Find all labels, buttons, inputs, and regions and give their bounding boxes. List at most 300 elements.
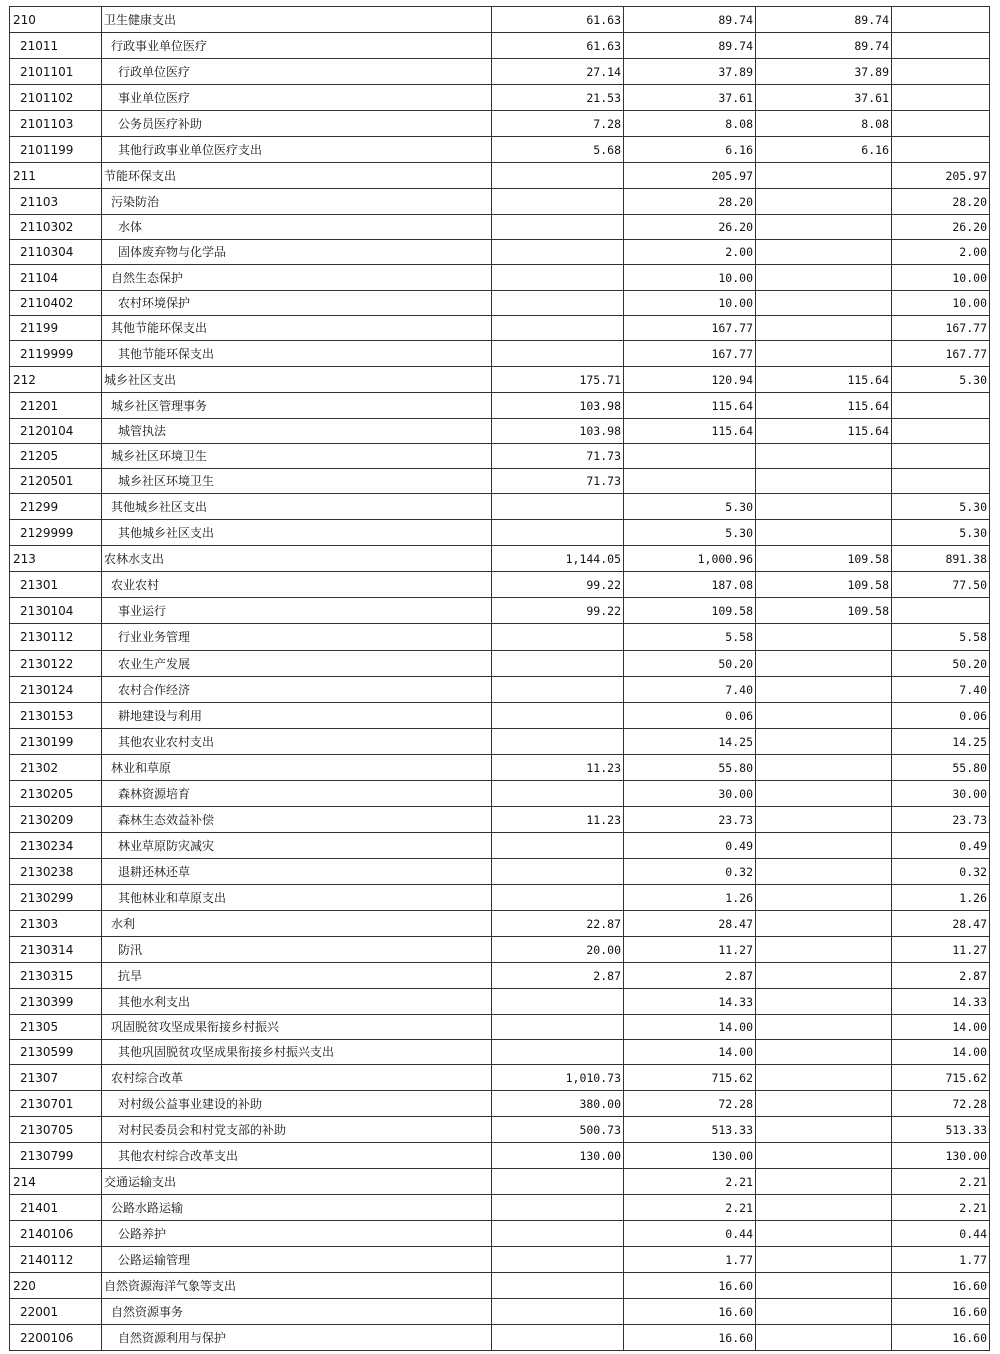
row-col3-cell: 6.16 — [756, 137, 892, 163]
table-row — [10, 1065, 990, 1091]
row-total-cell — [492, 1195, 624, 1221]
row-col2-cell: 513.33 — [624, 1117, 756, 1143]
row-col4-cell: 16.60 — [892, 1325, 990, 1351]
row-name-cell: 林业和草原 — [102, 755, 492, 781]
row-code-cell: 2130314 — [10, 937, 102, 963]
row-col2-cell: 1,000.96 — [624, 546, 756, 572]
row-col4-cell: 14.00 — [892, 1040, 990, 1065]
row-code-cell: 2130112 — [10, 624, 102, 651]
row-col2-cell — [624, 444, 756, 469]
row-code-cell: 2110402 — [10, 291, 102, 316]
row-total-cell — [492, 163, 624, 189]
row-col4-cell: 5.58 — [892, 624, 990, 651]
row-col3-cell — [756, 291, 892, 316]
table-row — [10, 85, 990, 111]
table-row — [10, 444, 990, 469]
row-total-cell: 103.98 — [492, 419, 624, 444]
row-name-cell: 农村合作经济 — [102, 677, 492, 703]
row-code-cell: 2130799 — [10, 1143, 102, 1169]
table-row — [10, 393, 990, 419]
table-row — [10, 316, 990, 341]
row-name-cell: 公路水路运输 — [102, 1195, 492, 1221]
row-col3-cell — [756, 833, 892, 859]
table-row — [10, 781, 990, 807]
row-code-cell: 21011 — [10, 33, 102, 59]
row-col2-cell: 2.21 — [624, 1169, 756, 1195]
row-col3-cell — [756, 469, 892, 494]
row-name-cell: 其他农村综合改革支出 — [102, 1143, 492, 1169]
row-col2-cell: 30.00 — [624, 781, 756, 807]
row-code-cell: 214 — [10, 1169, 102, 1195]
row-name-cell: 自然资源利用与保护 — [102, 1325, 492, 1351]
table-row — [10, 911, 990, 937]
row-code-cell: 21299 — [10, 494, 102, 520]
row-code-cell: 2130701 — [10, 1091, 102, 1117]
row-col3-cell — [756, 624, 892, 651]
table-row — [10, 677, 990, 703]
row-code-cell: 21307 — [10, 1065, 102, 1091]
row-code-cell: 2130705 — [10, 1117, 102, 1143]
row-name-cell: 农村环境保护 — [102, 291, 492, 316]
row-col4-cell: 55.80 — [892, 755, 990, 781]
row-col3-cell — [756, 215, 892, 240]
row-total-cell: 21.53 — [492, 85, 624, 111]
row-col4-cell — [892, 33, 990, 59]
row-total-cell — [492, 215, 624, 240]
row-code-cell: 2140106 — [10, 1221, 102, 1247]
row-col3-cell: 115.64 — [756, 367, 892, 393]
row-col3-cell — [756, 1273, 892, 1299]
row-total-cell — [492, 1221, 624, 1247]
row-code-cell: 2120501 — [10, 469, 102, 494]
row-total-cell — [492, 677, 624, 703]
row-total-cell — [492, 859, 624, 885]
table-row — [10, 137, 990, 163]
row-col4-cell: 0.32 — [892, 859, 990, 885]
table-row — [10, 7, 990, 33]
row-col2-cell: 0.32 — [624, 859, 756, 885]
row-total-cell: 5.68 — [492, 137, 624, 163]
row-col3-cell — [756, 265, 892, 291]
table-row — [10, 1091, 990, 1117]
row-col3-cell — [756, 963, 892, 989]
row-code-cell: 2130238 — [10, 859, 102, 885]
table-row — [10, 419, 990, 444]
row-total-cell — [492, 1040, 624, 1065]
row-col2-cell: 130.00 — [624, 1143, 756, 1169]
table-row — [10, 1040, 990, 1065]
row-col2-cell: 0.06 — [624, 703, 756, 729]
row-col4-cell: 14.00 — [892, 1015, 990, 1040]
row-code-cell: 212 — [10, 367, 102, 393]
row-col4-cell: 715.62 — [892, 1065, 990, 1091]
row-col3-cell: 89.74 — [756, 7, 892, 33]
row-total-cell — [492, 833, 624, 859]
row-col2-cell: 37.61 — [624, 85, 756, 111]
row-total-cell: 2.87 — [492, 963, 624, 989]
row-name-cell: 其他节能环保支出 — [102, 341, 492, 367]
row-col3-cell: 115.64 — [756, 419, 892, 444]
row-code-cell: 220 — [10, 1273, 102, 1299]
row-code-cell: 2101102 — [10, 85, 102, 111]
row-total-cell — [492, 1015, 624, 1040]
row-col4-cell: 5.30 — [892, 494, 990, 520]
row-code-cell: 2130599 — [10, 1040, 102, 1065]
row-name-cell: 污染防治 — [102, 189, 492, 215]
row-col3-cell — [756, 651, 892, 677]
row-code-cell: 2119999 — [10, 341, 102, 367]
row-col3-cell: 37.61 — [756, 85, 892, 111]
row-col4-cell: 1.77 — [892, 1247, 990, 1273]
row-code-cell: 2140112 — [10, 1247, 102, 1273]
table-row — [10, 1015, 990, 1040]
row-col2-cell: 14.00 — [624, 1040, 756, 1065]
row-total-cell — [492, 1247, 624, 1273]
row-name-cell: 农林水支出 — [102, 546, 492, 572]
row-total-cell: 1,010.73 — [492, 1065, 624, 1091]
table-row — [10, 520, 990, 546]
row-name-cell: 其他水利支出 — [102, 989, 492, 1015]
row-col4-cell: 2.21 — [892, 1169, 990, 1195]
row-col3-cell — [756, 240, 892, 265]
table-row — [10, 189, 990, 215]
row-total-cell — [492, 885, 624, 911]
row-code-cell: 21104 — [10, 265, 102, 291]
table-row — [10, 1143, 990, 1169]
table-row — [10, 163, 990, 189]
row-col4-cell — [892, 598, 990, 624]
row-total-cell — [492, 781, 624, 807]
row-col2-cell: 16.60 — [624, 1273, 756, 1299]
row-name-cell: 退耕还林还草 — [102, 859, 492, 885]
row-col2-cell: 5.58 — [624, 624, 756, 651]
row-col3-cell — [756, 1221, 892, 1247]
row-col4-cell: 130.00 — [892, 1143, 990, 1169]
row-total-cell: 500.73 — [492, 1117, 624, 1143]
row-total-cell: 103.98 — [492, 393, 624, 419]
row-code-cell: 2120104 — [10, 419, 102, 444]
table-row — [10, 1299, 990, 1325]
budget-table-body — [10, 7, 990, 1351]
row-code-cell: 21205 — [10, 444, 102, 469]
row-name-cell: 城管执法 — [102, 419, 492, 444]
row-col2-cell — [624, 469, 756, 494]
row-total-cell — [492, 1325, 624, 1351]
row-name-cell: 林业草原防灾减灾 — [102, 833, 492, 859]
row-col4-cell: 2.87 — [892, 963, 990, 989]
table-row — [10, 33, 990, 59]
table-row — [10, 59, 990, 85]
row-col4-cell: 2.00 — [892, 240, 990, 265]
row-col2-cell: 28.20 — [624, 189, 756, 215]
row-name-cell: 行政事业单位医疗 — [102, 33, 492, 59]
row-name-cell: 固体废弃物与化学品 — [102, 240, 492, 265]
row-name-cell: 公路运输管理 — [102, 1247, 492, 1273]
row-col3-cell — [756, 807, 892, 833]
row-name-cell: 公路养护 — [102, 1221, 492, 1247]
budget-table — [9, 6, 990, 1351]
row-col2-cell: 16.60 — [624, 1325, 756, 1351]
row-col4-cell: 5.30 — [892, 520, 990, 546]
row-col3-cell — [756, 1091, 892, 1117]
row-col4-cell: 167.77 — [892, 316, 990, 341]
row-code-cell: 2130199 — [10, 729, 102, 755]
table-row — [10, 729, 990, 755]
table-row — [10, 703, 990, 729]
row-name-cell: 其他城乡社区支出 — [102, 494, 492, 520]
row-name-cell: 公务员医疗补助 — [102, 111, 492, 137]
row-col3-cell — [756, 1040, 892, 1065]
row-name-cell: 防汛 — [102, 937, 492, 963]
row-col2-cell: 23.73 — [624, 807, 756, 833]
row-col4-cell — [892, 59, 990, 85]
row-col2-cell: 10.00 — [624, 265, 756, 291]
row-col2-cell: 167.77 — [624, 341, 756, 367]
row-code-cell: 2130124 — [10, 677, 102, 703]
row-name-cell: 森林生态效益补偿 — [102, 807, 492, 833]
row-code-cell: 2200106 — [10, 1325, 102, 1351]
row-col3-cell — [756, 703, 892, 729]
row-col4-cell — [892, 419, 990, 444]
row-col3-cell — [756, 885, 892, 911]
row-code-cell: 2130209 — [10, 807, 102, 833]
row-total-cell: 61.63 — [492, 33, 624, 59]
row-col3-cell — [756, 1195, 892, 1221]
row-col4-cell — [892, 469, 990, 494]
row-col3-cell — [756, 1299, 892, 1325]
table-row — [10, 833, 990, 859]
row-name-cell: 其他行政事业单位医疗支出 — [102, 137, 492, 163]
row-col2-cell: 14.00 — [624, 1015, 756, 1040]
table-row — [10, 572, 990, 598]
row-col2-cell: 1.26 — [624, 885, 756, 911]
row-total-cell — [492, 316, 624, 341]
row-col2-cell: 120.94 — [624, 367, 756, 393]
row-total-cell: 99.22 — [492, 572, 624, 598]
table-row — [10, 885, 990, 911]
row-col4-cell: 14.33 — [892, 989, 990, 1015]
row-col3-cell — [756, 1169, 892, 1195]
table-row — [10, 469, 990, 494]
row-code-cell: 2110304 — [10, 240, 102, 265]
row-total-cell — [492, 291, 624, 316]
row-col3-cell — [756, 729, 892, 755]
row-total-cell: 11.23 — [492, 755, 624, 781]
row-code-cell: 211 — [10, 163, 102, 189]
row-name-cell: 自然资源海洋气象等支出 — [102, 1273, 492, 1299]
row-name-cell: 耕地建设与利用 — [102, 703, 492, 729]
row-name-cell: 抗旱 — [102, 963, 492, 989]
table-row — [10, 624, 990, 651]
row-code-cell: 21199 — [10, 316, 102, 341]
table-row — [10, 1273, 990, 1299]
table-row — [10, 291, 990, 316]
table-row — [10, 1195, 990, 1221]
row-total-cell — [492, 1169, 624, 1195]
row-col2-cell: 10.00 — [624, 291, 756, 316]
table-row — [10, 1325, 990, 1351]
row-col3-cell: 89.74 — [756, 33, 892, 59]
row-col3-cell — [756, 859, 892, 885]
row-col3-cell — [756, 1247, 892, 1273]
row-name-cell: 其他农业农村支出 — [102, 729, 492, 755]
row-code-cell: 21302 — [10, 755, 102, 781]
row-code-cell: 2110302 — [10, 215, 102, 240]
row-code-cell: 21305 — [10, 1015, 102, 1040]
row-col3-cell: 115.64 — [756, 393, 892, 419]
row-col2-cell: 2.21 — [624, 1195, 756, 1221]
row-name-cell: 农村综合改革 — [102, 1065, 492, 1091]
table-row — [10, 755, 990, 781]
row-total-cell: 99.22 — [492, 598, 624, 624]
row-code-cell: 213 — [10, 546, 102, 572]
row-name-cell: 交通运输支出 — [102, 1169, 492, 1195]
row-col4-cell: 50.20 — [892, 651, 990, 677]
table-row — [10, 215, 990, 240]
row-col2-cell: 6.16 — [624, 137, 756, 163]
row-total-cell — [492, 520, 624, 546]
row-name-cell: 自然资源事务 — [102, 1299, 492, 1325]
row-col4-cell — [892, 393, 990, 419]
row-total-cell — [492, 703, 624, 729]
row-col2-cell: 0.49 — [624, 833, 756, 859]
row-col3-cell — [756, 1015, 892, 1040]
row-code-cell: 21301 — [10, 572, 102, 598]
row-code-cell: 2101101 — [10, 59, 102, 85]
row-total-cell — [492, 494, 624, 520]
row-col4-cell: 16.60 — [892, 1273, 990, 1299]
row-total-cell: 1,144.05 — [492, 546, 624, 572]
table-row — [10, 1117, 990, 1143]
row-col4-cell: 1.26 — [892, 885, 990, 911]
row-code-cell: 2130205 — [10, 781, 102, 807]
row-total-cell: 175.71 — [492, 367, 624, 393]
row-total-cell: 27.14 — [492, 59, 624, 85]
row-col2-cell: 11.27 — [624, 937, 756, 963]
row-col3-cell — [756, 520, 892, 546]
row-col4-cell: 0.06 — [892, 703, 990, 729]
row-col2-cell: 14.25 — [624, 729, 756, 755]
row-col2-cell: 26.20 — [624, 215, 756, 240]
table-row — [10, 937, 990, 963]
table-row — [10, 1247, 990, 1273]
row-name-cell: 事业单位医疗 — [102, 85, 492, 111]
row-col2-cell: 16.60 — [624, 1299, 756, 1325]
row-name-cell: 其他节能环保支出 — [102, 316, 492, 341]
row-col3-cell — [756, 316, 892, 341]
row-name-cell: 节能环保支出 — [102, 163, 492, 189]
row-col2-cell: 715.62 — [624, 1065, 756, 1091]
table-row — [10, 341, 990, 367]
row-col3-cell — [756, 444, 892, 469]
row-col2-cell: 72.28 — [624, 1091, 756, 1117]
table-row — [10, 651, 990, 677]
row-total-cell: 61.63 — [492, 7, 624, 33]
table-row — [10, 859, 990, 885]
row-col2-cell: 5.30 — [624, 494, 756, 520]
row-col3-cell — [756, 989, 892, 1015]
row-col2-cell: 89.74 — [624, 7, 756, 33]
row-col2-cell: 37.89 — [624, 59, 756, 85]
row-code-cell: 2130399 — [10, 989, 102, 1015]
row-name-cell: 巩固脱贫攻坚成果衔接乡村振兴 — [102, 1015, 492, 1040]
row-col3-cell: 8.08 — [756, 111, 892, 137]
row-col2-cell: 8.08 — [624, 111, 756, 137]
row-col3-cell — [756, 1143, 892, 1169]
row-total-cell — [492, 341, 624, 367]
row-code-cell: 2130234 — [10, 833, 102, 859]
table-row — [10, 807, 990, 833]
row-code-cell: 2101103 — [10, 111, 102, 137]
row-total-cell — [492, 729, 624, 755]
row-col2-cell: 28.47 — [624, 911, 756, 937]
row-col4-cell: 205.97 — [892, 163, 990, 189]
row-col4-cell: 513.33 — [892, 1117, 990, 1143]
row-col2-cell: 14.33 — [624, 989, 756, 1015]
table-row — [10, 989, 990, 1015]
table-row — [10, 1221, 990, 1247]
row-col2-cell: 205.97 — [624, 163, 756, 189]
row-col4-cell: 0.49 — [892, 833, 990, 859]
row-col2-cell: 167.77 — [624, 316, 756, 341]
row-code-cell: 21401 — [10, 1195, 102, 1221]
row-name-cell: 农业生产发展 — [102, 651, 492, 677]
row-total-cell: 71.73 — [492, 444, 624, 469]
table-row — [10, 598, 990, 624]
row-total-cell — [492, 1273, 624, 1299]
row-name-cell: 对村民委员会和村党支部的补助 — [102, 1117, 492, 1143]
row-name-cell: 水利 — [102, 911, 492, 937]
row-col3-cell — [756, 937, 892, 963]
row-col3-cell — [756, 1117, 892, 1143]
row-col2-cell: 115.64 — [624, 393, 756, 419]
row-name-cell: 卫生健康支出 — [102, 7, 492, 33]
row-name-cell: 行政单位医疗 — [102, 59, 492, 85]
row-col4-cell — [892, 137, 990, 163]
row-total-cell: 130.00 — [492, 1143, 624, 1169]
row-code-cell: 2130104 — [10, 598, 102, 624]
row-col2-cell: 55.80 — [624, 755, 756, 781]
row-code-cell: 2130315 — [10, 963, 102, 989]
row-col3-cell: 109.58 — [756, 598, 892, 624]
row-name-cell: 自然生态保护 — [102, 265, 492, 291]
table-row — [10, 265, 990, 291]
row-col3-cell: 109.58 — [756, 572, 892, 598]
row-total-cell: 11.23 — [492, 807, 624, 833]
row-col4-cell: 77.50 — [892, 572, 990, 598]
row-col4-cell: 5.30 — [892, 367, 990, 393]
row-col2-cell: 89.74 — [624, 33, 756, 59]
row-name-cell: 水体 — [102, 215, 492, 240]
row-col2-cell: 50.20 — [624, 651, 756, 677]
row-col4-cell: 26.20 — [892, 215, 990, 240]
row-col2-cell: 2.87 — [624, 963, 756, 989]
row-col4-cell — [892, 444, 990, 469]
row-code-cell: 210 — [10, 7, 102, 33]
row-total-cell — [492, 189, 624, 215]
row-total-cell — [492, 265, 624, 291]
row-col3-cell — [756, 494, 892, 520]
row-col2-cell: 1.77 — [624, 1247, 756, 1273]
row-col3-cell — [756, 1065, 892, 1091]
table-row — [10, 240, 990, 265]
row-total-cell: 7.28 — [492, 111, 624, 137]
row-name-cell: 城乡社区支出 — [102, 367, 492, 393]
row-code-cell: 2130122 — [10, 651, 102, 677]
row-col2-cell: 115.64 — [624, 419, 756, 444]
row-col4-cell: 10.00 — [892, 291, 990, 316]
row-col2-cell: 5.30 — [624, 520, 756, 546]
